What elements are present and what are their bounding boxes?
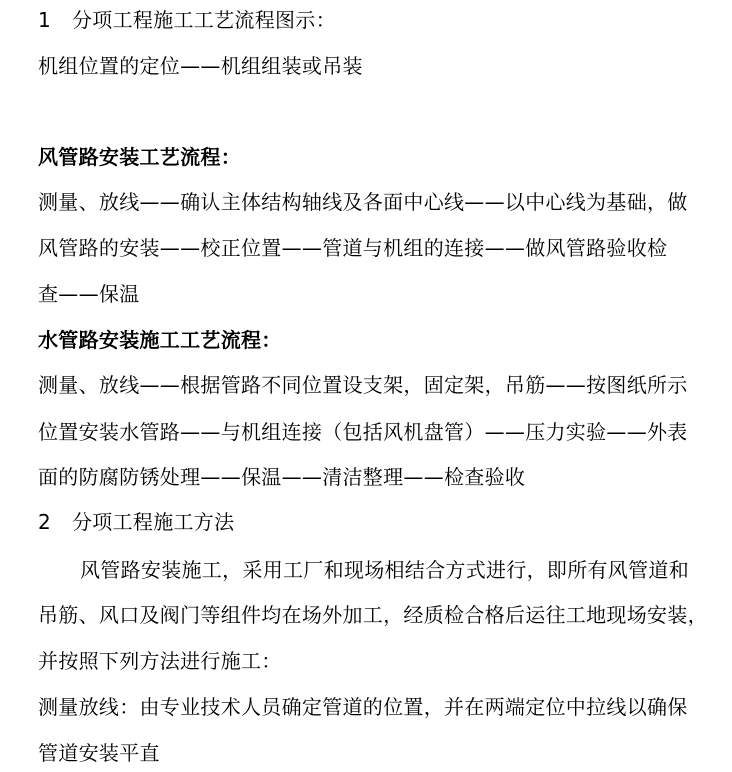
section-2-title: 分项工程施工方法 (72, 510, 235, 534)
section-2-paragraph-line-1: 风管路安装施工，采用工厂和现场相结合方式进行，即所有风管道和 (80, 558, 689, 582)
duct-flow-line-3: 查——保温 (38, 282, 140, 306)
section-1-heading (38, 6, 702, 34)
measure-line-1: 测量放线：由专业技术人员确定管道的位置，并在两端定位中拉线以确保 (38, 695, 688, 719)
unit-flow-text: 机组位置的定位——机组组装或吊装 (38, 54, 363, 78)
duct-flow-line-2: 风管路的安装——校正位置——管道与机组的连接——做风管路验收检 (38, 236, 668, 260)
measure-line-2: 管道安装平直 (38, 741, 160, 765)
water-flow-line-1: 测量、放线——根据管路不同位置设支架，固定架，吊筋——按图纸所示 (38, 373, 688, 397)
section-2-paragraph-line-3: 并按照下列方法进行施工： (38, 649, 282, 673)
water-flow-line-2: 位置安装水管路——与机组连接（包括风机盘管）——压力实验——外表 (38, 420, 688, 444)
section-1-title: 分项工程施工工艺流程图示： (72, 8, 336, 32)
duct-flow-heading: 风管路安装工艺流程： (38, 145, 241, 169)
section-1-number: 1 (38, 8, 52, 32)
duct-flow-line-1: 测量、放线——确认主体结构轴线及各面中心线——以中心线为基础，做 (38, 190, 688, 214)
section-2-paragraph-line-2: 吊筋、风口及阀门等组件均在场外加工，经质检合格后运往工地现场安装， (38, 603, 708, 627)
water-flow-heading: 水管路安装施工工艺流程： (38, 328, 282, 352)
water-flow-line-3: 面的防腐防锈处理——保温——清洁整理——检查验收 (38, 465, 526, 489)
section-2-number: 2 (38, 510, 52, 534)
section-2-heading (38, 508, 702, 536)
